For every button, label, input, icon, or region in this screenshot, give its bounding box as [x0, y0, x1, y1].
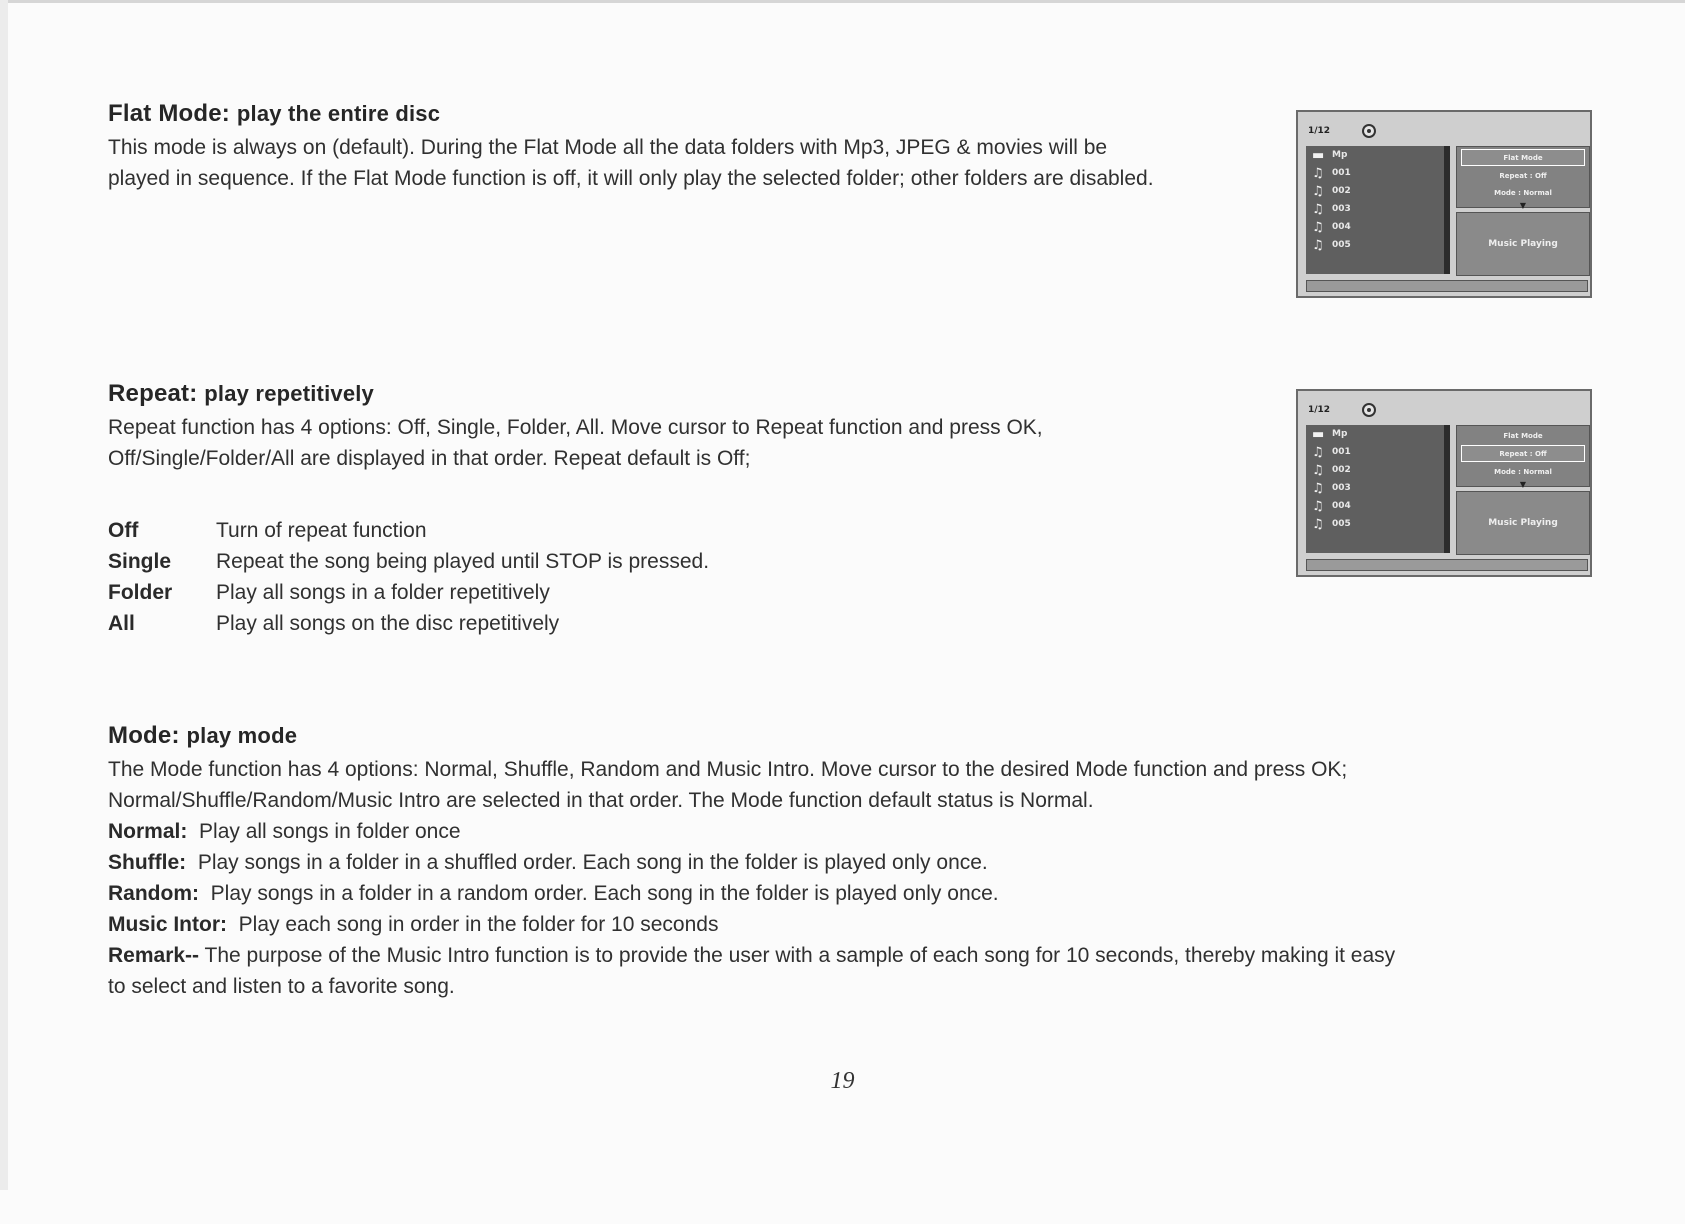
- mode-title: Mode:: [108, 722, 180, 749]
- file-label: 001: [1332, 447, 1351, 457]
- flat-mode-section: [108, 100, 1154, 194]
- music-note-icon: ♫: [1312, 237, 1324, 253]
- list-item: [108, 847, 1395, 878]
- remark-line: to select and listen to a favorite song.: [108, 975, 455, 998]
- osd-bottom-bar: [1306, 280, 1588, 292]
- option-term: Normal:: [108, 820, 188, 843]
- repeat-title: Repeat:: [108, 380, 198, 407]
- file-label: 004: [1332, 222, 1351, 232]
- option-term: All: [108, 612, 135, 635]
- osd-file-list: [1306, 425, 1450, 553]
- page-number: 19: [830, 1068, 855, 1094]
- list-item: [1306, 443, 1444, 461]
- list-item: [1306, 479, 1444, 497]
- option-term: Off: [108, 519, 139, 542]
- list-item: [108, 515, 709, 546]
- osd-bottom-bar: [1306, 559, 1588, 571]
- music-note-icon: ♫: [1312, 462, 1324, 478]
- option-term: Shuffle:: [108, 851, 187, 874]
- list-item: [108, 878, 1395, 909]
- file-label: 003: [1332, 204, 1351, 214]
- file-label: 001: [1332, 168, 1351, 178]
- mode-heading: [108, 722, 1395, 750]
- option-term: Single: [108, 550, 172, 573]
- track-counter: 1/12: [1308, 126, 1331, 136]
- file-label: 005: [1332, 240, 1351, 250]
- page-left-edge: [0, 0, 8, 1190]
- music-note-icon: ♫: [1312, 183, 1324, 199]
- repeat-line: Repeat function has 4 options: Off, Single, Folder, All. Move cursor to Repeat function and press OK,: [108, 416, 1043, 439]
- list-item: [108, 816, 1395, 847]
- music-note-icon: ♫: [1312, 498, 1324, 514]
- list-item: [108, 608, 709, 639]
- file-label: 002: [1332, 465, 1351, 475]
- repeat-subtitle: play repetitively: [204, 381, 374, 406]
- option-description: Play songs in a folder in a shuffled order. Each song in the folder is played only once.: [197, 851, 988, 874]
- repeat-section: [108, 380, 1043, 474]
- menu-item-mode: Mode : Normal: [1494, 188, 1552, 197]
- file-label: 003: [1332, 483, 1351, 493]
- repeat-options-list: [108, 515, 709, 639]
- list-item: [1306, 497, 1444, 515]
- music-note-icon: ♫: [1312, 516, 1324, 532]
- option-term: Folder: [108, 581, 173, 604]
- list-item: [1306, 146, 1444, 164]
- mode-line: Normal/Shuffle/Random/Music Intro are selected in that order. The Mode function default status is Normal.: [108, 789, 1094, 812]
- page-top-edge: [0, 0, 1685, 3]
- repeat-line: Off/Single/Folder/All are displayed in that order. Repeat default is Off;: [108, 447, 751, 470]
- menu-item-repeat: Repeat : Off: [1461, 445, 1585, 462]
- list-item: [108, 577, 709, 608]
- music-note-icon: ♫: [1312, 165, 1324, 181]
- menu-item-flat-mode: Flat Mode: [1461, 149, 1585, 166]
- list-item: [108, 546, 709, 577]
- osd-menu-panel: [1456, 146, 1590, 208]
- flat-mode-heading: [108, 100, 1154, 128]
- list-item: [108, 909, 1395, 940]
- file-label: 004: [1332, 501, 1351, 511]
- option-description: Repeat the song being played until STOP is pressed.: [216, 550, 710, 573]
- remark: [108, 940, 1395, 971]
- file-label: Mp: [1332, 429, 1348, 439]
- list-item: [1306, 200, 1444, 218]
- repeat-heading: [108, 380, 1043, 408]
- option-description: Play all songs in a folder repetitively: [216, 581, 550, 604]
- osd-screen-repeat: [1296, 389, 1592, 577]
- music-note-icon: ♫: [1312, 219, 1324, 235]
- list-item: [1306, 164, 1444, 182]
- menu-item-repeat: Repeat : Off: [1499, 171, 1547, 180]
- folder-icon: ▬: [1312, 147, 1325, 163]
- flat-mode-line: This mode is always on (default). During the Flat Mode all the data folders with Mp3, JPEG & movies will be: [108, 136, 1108, 159]
- playback-status: Music Playing: [1456, 212, 1590, 276]
- option-description: Play all songs in folder once: [199, 820, 461, 843]
- option-description: Turn of repeat function: [216, 519, 427, 542]
- list-item: [1306, 461, 1444, 479]
- file-label: Mp: [1332, 150, 1348, 160]
- list-item: [1306, 515, 1444, 533]
- down-arrow-icon: ▼: [1519, 480, 1527, 489]
- music-note-icon: ♫: [1312, 480, 1324, 496]
- folder-icon: ▬: [1312, 426, 1325, 442]
- flat-mode-title: Flat Mode:: [108, 100, 230, 127]
- mode-subtitle: play mode: [186, 723, 298, 748]
- music-note-icon: ♫: [1312, 201, 1324, 217]
- mode-section: [108, 722, 1395, 1002]
- list-item: [1306, 182, 1444, 200]
- repeat-description: [108, 412, 1043, 474]
- file-label: 005: [1332, 519, 1351, 529]
- option-description: Play songs in a folder in a random order. Each song in the folder is played only once.: [210, 882, 999, 905]
- disc-icon: [1362, 124, 1376, 138]
- file-label: 002: [1332, 186, 1351, 196]
- list-item: [1306, 425, 1444, 443]
- list-item: [1306, 236, 1444, 254]
- option-description: Play all songs on the disc repetitively: [216, 612, 560, 635]
- music-note-icon: ♫: [1312, 444, 1324, 460]
- remark-line: The purpose of the Music Intro function is to provide the user with a sample of each song for 10 seconds, thereby making it easy: [204, 944, 1396, 967]
- option-description: Play each song in order in the folder for 10 seconds: [238, 913, 719, 936]
- menu-item-flat-mode: Flat Mode: [1503, 431, 1543, 440]
- flat-mode-description: [108, 132, 1154, 194]
- osd-menu-panel: [1456, 425, 1590, 487]
- down-arrow-icon: ▼: [1519, 201, 1527, 210]
- playback-status: Music Playing: [1456, 491, 1590, 555]
- osd-file-list: [1306, 146, 1450, 274]
- flat-mode-subtitle: play the entire disc: [236, 101, 441, 126]
- osd-screen-flat-mode: [1296, 110, 1592, 298]
- mode-line: The Mode function has 4 options: Normal, Shuffle, Random and Music Intro. Move cursor to the desired Mode function and press OK;: [108, 758, 1348, 781]
- list-item: [1306, 218, 1444, 236]
- remark-term: Remark--: [108, 944, 200, 967]
- option-term: Random:: [108, 882, 199, 905]
- track-counter: 1/12: [1308, 405, 1331, 415]
- option-term: Music Intor:: [108, 913, 227, 936]
- menu-item-mode: Mode : Normal: [1494, 467, 1552, 476]
- mode-body: [108, 754, 1395, 1002]
- flat-mode-line: played in sequence. If the Flat Mode function is off, it will only play the selected folder; other folders are disabled.: [108, 167, 1154, 190]
- disc-icon: [1362, 403, 1376, 417]
